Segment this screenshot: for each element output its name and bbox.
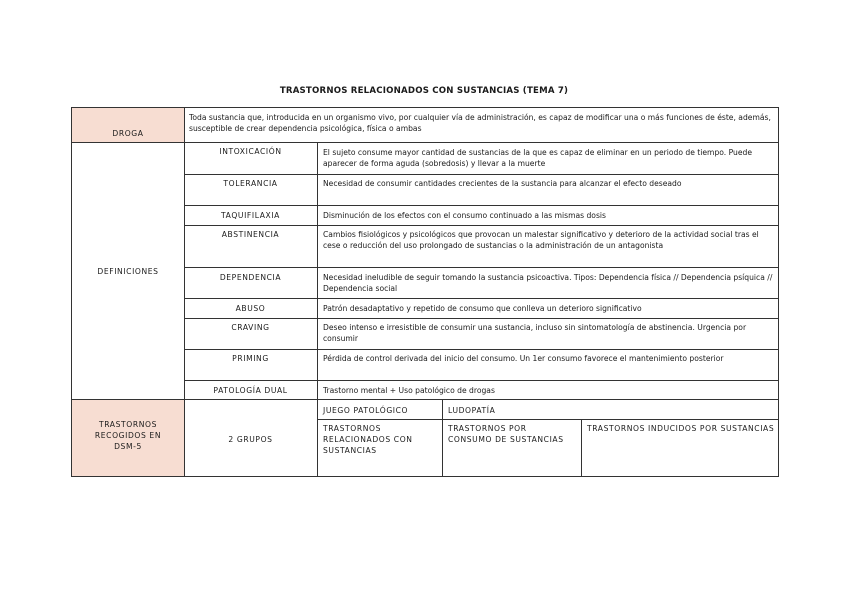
dsm-label: TRASTORNOS RECOGIDOS EN DSM-5 (94, 420, 162, 451)
def-abstinencia: Cambios fisiológicos y psicológicos que provocan un malestar significativo y deterioro de la actividad social tras el cese o reducción del uso prolongado de sustancias o la administración de un antagonista (323, 230, 759, 250)
trastornos-relacionados: TRASTORNOS RELACIONADOS CON SUSTANCIAS (323, 424, 413, 455)
def-dependencia: Necesidad ineludible de seguir tomando la sustancia psicoactiva. Tipos: Dependencia física // Dependencia psíquica // Dependencia social (323, 273, 773, 293)
def-tolerancia: Necesidad de consumir cantidades crecientes de la sustancia para alcanzar el efecto deseado (323, 179, 682, 188)
term-abuso: ABUSO (235, 304, 266, 313)
droga-label: DROGA (112, 129, 144, 138)
definiciones-label: DEFINICIONES (97, 267, 159, 276)
term-priming: PRIMING (232, 354, 269, 363)
trastornos-inducidos: TRASTORNOS INDUCIDOS POR SUSTANCIAS (587, 424, 775, 433)
def-craving: Deseo intenso e irresistible de consumir una sustancia, incluso sin sintomatología de abstinencia. Urgencia por consumir (323, 323, 747, 343)
substances-table (71, 107, 779, 477)
term-craving: CRAVING (231, 323, 270, 332)
term-dependencia: DEPENDENCIA (219, 273, 282, 282)
def-patologia-dual: Trastorno mental + Uso patológico de drogas (323, 386, 495, 395)
def-abuso: Patrón desadaptativo y repetido de consumo que conlleva un deterioro significativo (323, 304, 642, 313)
term-patologia-dual: PATOLOGÍA DUAL (213, 386, 288, 395)
def-priming: Pérdida de control derivada del inicio del consumo. Un 1er consumo favorece el mantenimiento posterior (323, 354, 724, 363)
term-taquifilaxia: TAQUIFILAXIA (221, 211, 280, 220)
ludopatia: LUDOPATÍA (448, 406, 496, 415)
term-intoxicacion: INTOXICACIÓN (219, 147, 282, 156)
trastornos-consumo: TRASTORNOS POR CONSUMO DE SUSTANCIAS (448, 424, 564, 444)
juego-patologico: JUEGO PATOLÓGICO (323, 406, 409, 415)
term-abstinencia: ABSTINENCIA (221, 230, 280, 239)
def-taquifilaxia: Disminución de los efectos con el consumo continuado a las mismas dosis (323, 211, 606, 220)
def-intoxicacion: El sujeto consume mayor cantidad de sustancias de la que es capaz de eliminar en un periodo de tiempo. Puede aparecer de forma aguda (sobredosis) y llevar a la muerte (323, 148, 753, 168)
dsm-groups-label: 2 GRUPOS (228, 435, 273, 444)
page-title: TRASTORNOS RELACIONADOS CON SUSTANCIAS (TEMA 7) (279, 86, 569, 96)
term-tolerancia: TOLERANCIA (223, 179, 278, 188)
droga-definition: Toda sustancia que, introducida en un organismo vivo, por cualquier vía de administración, es capaz de modificar una o más funciones de éste, además, susceptible de crear dependencia psicológica, física o ambas (189, 113, 771, 133)
